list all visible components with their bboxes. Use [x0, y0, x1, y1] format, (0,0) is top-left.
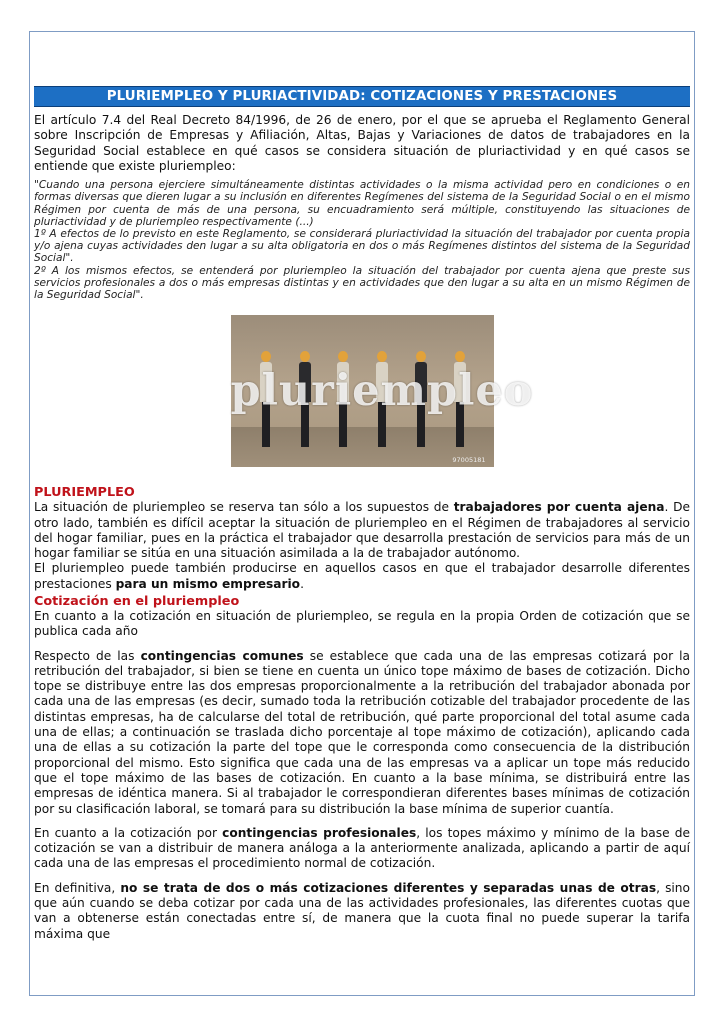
page-title: PLURIEMPLEO Y PLURIACTIVIDAD: COTIZACIONES Y PRESTACIONES — [34, 86, 690, 107]
cotizacion-paragraph-3: En cuanto a la cotización por contingencias profesionales, los topes máximo y mínimo de la base de cotización se van a distribuir de manera análoga a la anteriormente analizada, aplicando a partir de aquí cada una de las empresas el procedimiento normal de cotización. — [34, 825, 690, 871]
document-body — [34, 86, 690, 942]
pluriempleo-paragraph-1: La situación de pluriempleo se reserva tan sólo a los supuestos de trabajadores por cuenta ajena. De otro lado, también es difícil aceptar la situación de pluriempleo en el Régimen de trabajadores al servicio del hogar familiar, pues en la práctica el trabajador que desarrolla prestación de servicios para más de un hogar familiar se sitúa en una situación asimilada a la de trabajador autónomo. — [34, 500, 690, 561]
photo-watermark-text: pluriempleo — [230, 366, 534, 417]
legal-quote — [34, 179, 690, 301]
intro-paragraph: El artículo 7.4 del Real Decreto 84/1996, de 26 de enero, por el que se aprueba el Reglamento General sobre Inscripción de Empresas y Afiliación, Altas, Bajas y Variaciones de datos de trabajadores en la Seguridad Social establece en qué casos se considera situación de pluriactividad y en qué casos se entiende que existe pluriempleo: — [34, 113, 690, 173]
quote-paragraph-2: 1º A efectos de lo previsto en este Reglamento, se considerará pluriactividad la situación del trabajador por cuenta propia y/o ajena cuyas actividades den lugar a su alta obligatoria en dos o más Regímenes distintos del sistema de la Seguridad Social". — [34, 228, 690, 265]
section-heading-cotizacion: Cotización en el pluriempleo — [34, 594, 240, 609]
cotizacion-paragraph-2: Respecto de las contingencias comunes se establece que cada una de las empresas cotizará por la retribución del trabajador, si bien se tiene en cuenta un único tope máximo de bases de cotización. Dicho tope se distribuye entre las dos empresas proporcionalmente a la retribución del trabajador abonada por cada una de las empresas (es decir, sumado toda la retribución cotizable del trabajador procedente de las distintas empresas, ha de calcularse del total de retribución, qué parte proporcional del total asume cada una de ellas; a continuación se traslada dicho porcentaje al tope máximo de cotización), aplicando cada una de ellas a su cotización la parte del tope que le corresponda como consecuencia de la distribución proporcional del mismo. Esto significa que cada una de las empresas va a aplicar un tope más reducido que el tope máximo de las bases de cotización. En cuanto a la base mínima, se distribuirá entre las empresas de idéntica manera. Si al trabajador le correspondieran diferentes bases mínimas de cotización por su clasificación laboral, se tomará para su distribución la base mínima de superior cuantía. — [34, 648, 691, 816]
quote-paragraph-1: "Cuando una persona ejerciere simultáneamente distintas actividades o la misma actividad pero en condiciones o en formas diversas que dieren lugar a su inclusión en diferentes Regímenes del sistema de la Seguridad Social o en el mismo Régimen por cuenta de más de una persona, su encuadramiento será múltiple, constituyendo las situaciones de pluriactividad y de pluriempleo respectivamente (...) — [34, 179, 690, 228]
quote-paragraph-3: 2º A los mismos efectos, se entenderá por pluriempleo la situación del trabajador por cuenta ajena que preste sus servicios profesionales a dos o más empresas distintas y en actividades que den lugar a su alta en un mismo Régimen de la Seguridad Social". — [34, 264, 690, 302]
cotizacion-paragraph-4: En definitiva, no se trata de dos o más cotizaciones diferentes y separadas unas de otras, sino que aún cuando se deba cotizar por cada una de las actividades profesionales, las diferentes cuotas que van a obtenerse están conectadas entre sí, de manera que la cuota final no puede superar la tarifa máxima que — [34, 880, 690, 941]
pluriempleo-paragraph-2: El pluriempleo puede también producirse en aquellos casos en que el trabajador desarrolle diferentes prestaciones para un mismo empresario. — [34, 561, 690, 591]
cotizacion-paragraph-1: En cuanto a la cotización en situación de pluriempleo, se regula en la propia Orden de cotización que se publica cada año — [34, 609, 690, 639]
pluriempleo-photo — [230, 315, 534, 467]
section-heading-pluriempleo: PLURIEMPLEO — [34, 485, 135, 501]
stock-id: 97005181 — [452, 456, 486, 465]
